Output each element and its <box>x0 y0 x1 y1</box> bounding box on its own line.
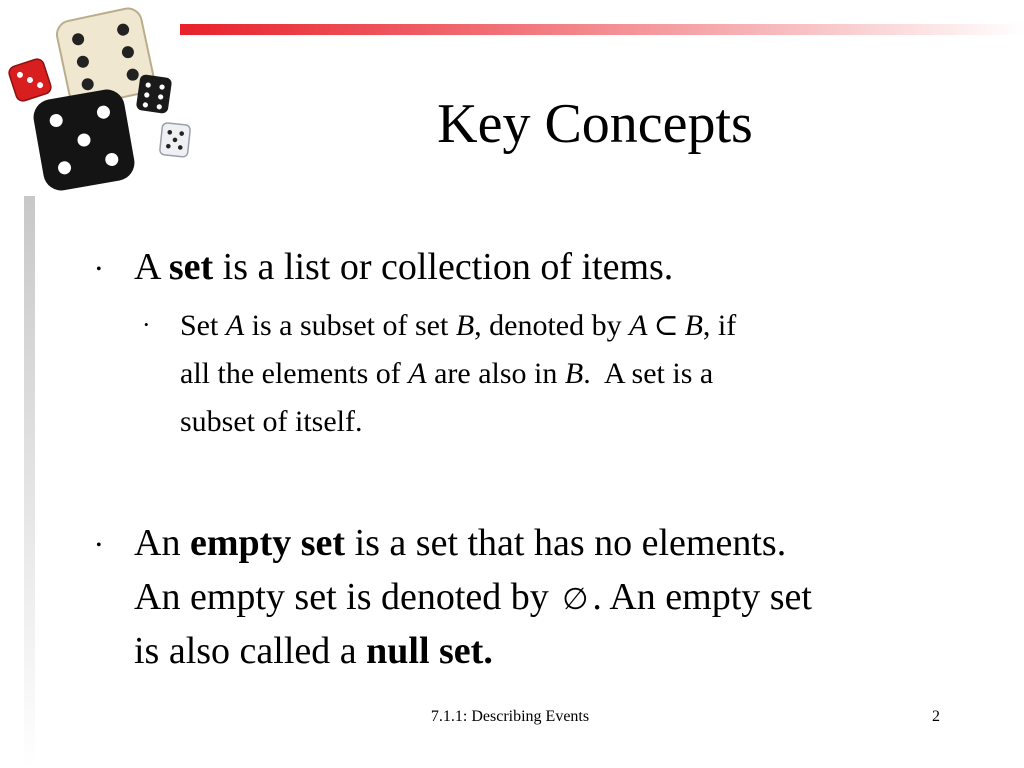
small-white-die <box>159 123 190 158</box>
text: , if <box>702 309 737 342</box>
sub-bullet-line-1 <box>180 302 736 350</box>
page-number: 2 <box>932 708 940 725</box>
red-die <box>7 57 52 102</box>
sub-bullet-line-3: subset of itself. <box>180 405 363 438</box>
text: is also called a <box>134 630 367 672</box>
subset-symbol: ⊂ <box>653 309 679 342</box>
text: An empty set is denoted by <box>134 576 559 618</box>
var-b: B <box>455 309 475 342</box>
bullet-2-line-1 <box>134 516 786 570</box>
top-accent-bar <box>180 24 1024 35</box>
bullet-2-line-2 <box>134 570 812 627</box>
text: , denoted by <box>474 309 630 342</box>
bullet-1-prefix: A <box>134 246 169 288</box>
bullet-1-text <box>134 240 673 294</box>
empty-set-symbol: ∅ <box>562 582 589 617</box>
page-title: Key Concepts <box>437 93 753 155</box>
text: are also in <box>426 357 565 390</box>
dice-icon <box>0 0 200 200</box>
bullet-marker: • <box>96 537 102 554</box>
text: . A set is a <box>583 357 714 390</box>
text: Set <box>180 309 226 342</box>
bullet-2-line-3 <box>134 624 493 678</box>
sub-bullet-marker: • <box>144 317 149 332</box>
var-b: B <box>564 357 584 390</box>
bullet-1-term: set <box>168 246 214 288</box>
text: all the elements of <box>180 357 409 390</box>
left-accent-bar <box>24 196 35 768</box>
var-b: B <box>684 309 703 342</box>
small-black-die <box>136 74 173 114</box>
var-a: A <box>629 309 648 342</box>
large-black-die <box>31 87 138 194</box>
footer-title: 7.1.1: Describing Events <box>430 708 590 725</box>
text: An <box>134 522 190 564</box>
text: is a subset of set <box>244 309 456 342</box>
text: . An empty set <box>592 576 812 618</box>
bullet-1-suffix: is a list or collection of items. <box>213 246 674 288</box>
sub-bullet-line-2 <box>180 350 713 398</box>
empty-set-term: empty set <box>189 522 346 564</box>
null-set-term: null set. <box>366 630 493 672</box>
var-a: A <box>225 309 245 342</box>
bullet-marker: • <box>96 261 102 278</box>
text: is a set that has no elements. <box>345 522 787 564</box>
var-a: A <box>408 357 427 390</box>
